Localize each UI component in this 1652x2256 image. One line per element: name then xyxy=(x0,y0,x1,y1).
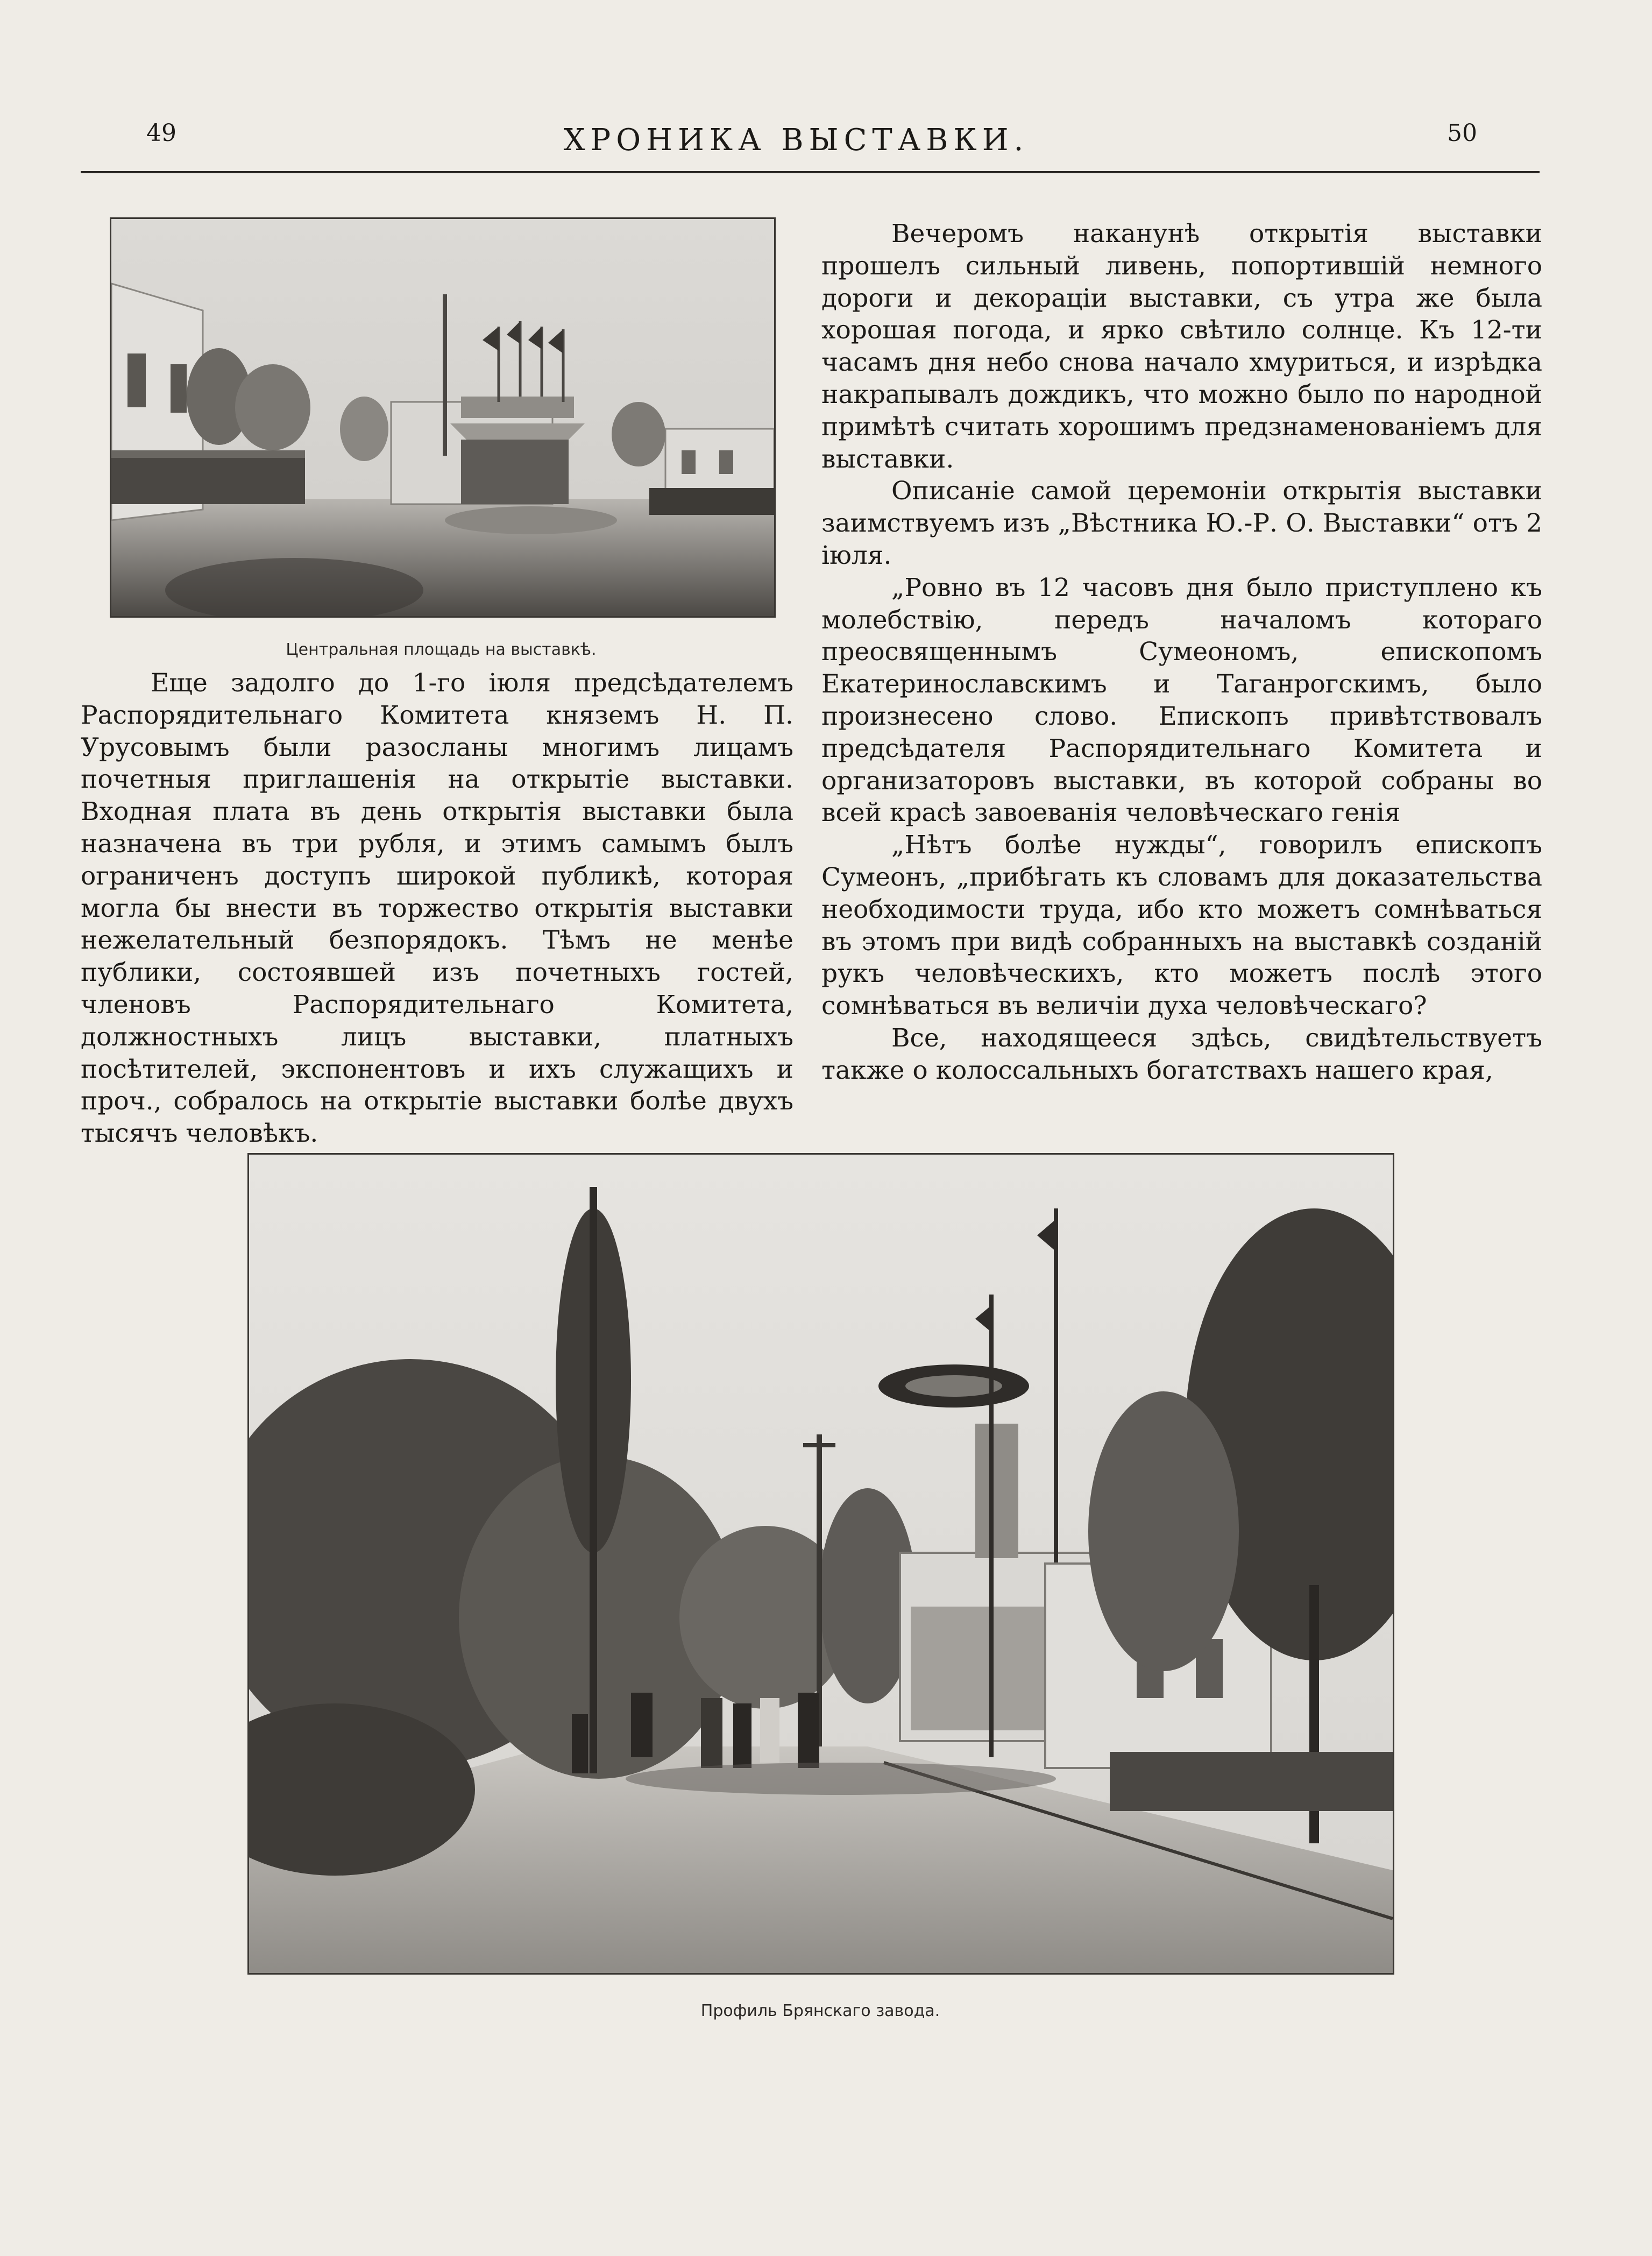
right-column xyxy=(821,218,1542,1087)
bryansk-works-photo-image xyxy=(249,1155,1393,1973)
running-head-title: ХРОНИКА ВЫСТАВКИ. xyxy=(563,123,1029,158)
right-paragraph-1: Вечеромъ наканунѣ открытія выставки прошелъ сильный ливень, попортившій немного дороги и декораціи выставки, съ утра же была хорошая погода, и ярко свѣтило солнце. Къ 12-ти часамъ дня небо снова начало хмуриться, и изрѣдка накрапывалъ дождикъ, что можно было по народной примѣтѣ считать хорошимъ предзнаменованіемъ для выставки. xyxy=(821,219,1542,474)
caption-central-square: Центральная площадь на выставкѣ. xyxy=(286,640,597,659)
page-number-left: 49 xyxy=(146,119,176,147)
right-paragraph-4: „Нѣтъ болѣе нужды“, говорилъ епископъ Сумеонъ, „прибѣгать къ словамъ для доказательства необходимости труда, ибо кто можетъ сомнѣваться въ этомъ при видѣ собранныхъ на выставкѣ созданій рукъ человѣческихъ, кто можетъ послѣ этого сомнѣваться въ величіи духа человѣческаго? xyxy=(821,830,1542,1021)
photo-bryansk-works xyxy=(247,1153,1394,1975)
caption-bryansk-works: Профиль Брянскаго завода. xyxy=(700,2002,940,2020)
central-square-photo-image xyxy=(111,219,774,616)
header-rule xyxy=(81,171,1540,173)
right-paragraph-2: Описаніе самой церемоніи открытія выставки заимствуемъ изъ „Вѣстника Ю.-Р. О. Выставки“ отъ 2 іюля. xyxy=(821,476,1542,570)
right-paragraph-3: „Ровно въ 12 часовъ дня было приступлено къ молебствію, передъ началомъ котораго преосвященнымъ Сумеономъ, епископомъ Екатеринославскимъ и Таганрогскимъ, было произнесено слово. Епископъ привѣтствовалъ предсѣдателя Распорядительнаго Комитета и организаторовъ выставки, въ которой собраны во всей красѣ завоеванія человѣческаго генія xyxy=(821,572,1542,828)
left-column xyxy=(81,667,793,1150)
right-paragraph-5: Все, находящееся здѣсь, свидѣтельствуетъ также о колоссальныхъ богатствахъ нашего края, xyxy=(821,1023,1542,1085)
photo-central-square xyxy=(110,217,776,618)
left-paragraph-1: Еще задолго до 1-го іюля предсѣдателемъ Распорядительнаго Комитета княземъ Н. П. Урусовымъ были разосланы многимъ лицамъ почетныя приглашенія на открытіе выставки. Входная плата въ день открытія выставки была назначена въ три рубля, и этимъ самымъ былъ ограниченъ доступъ широкой публикѣ, которая могла бы внести въ торжество открытія выставки нежелательный безпорядокъ. Тѣмъ не менѣе публики, состоявшей изъ почетныхъ гостей, членовъ Распорядительнаго Комитета, должностныхъ лицъ выставки, платныхъ посѣтителей, экспонентовъ и ихъ служащихъ и проч., собралось на открытіе выставки болѣе двухъ тысячъ человѣкъ. xyxy=(81,668,793,1149)
page-number-right: 50 xyxy=(1447,119,1477,147)
